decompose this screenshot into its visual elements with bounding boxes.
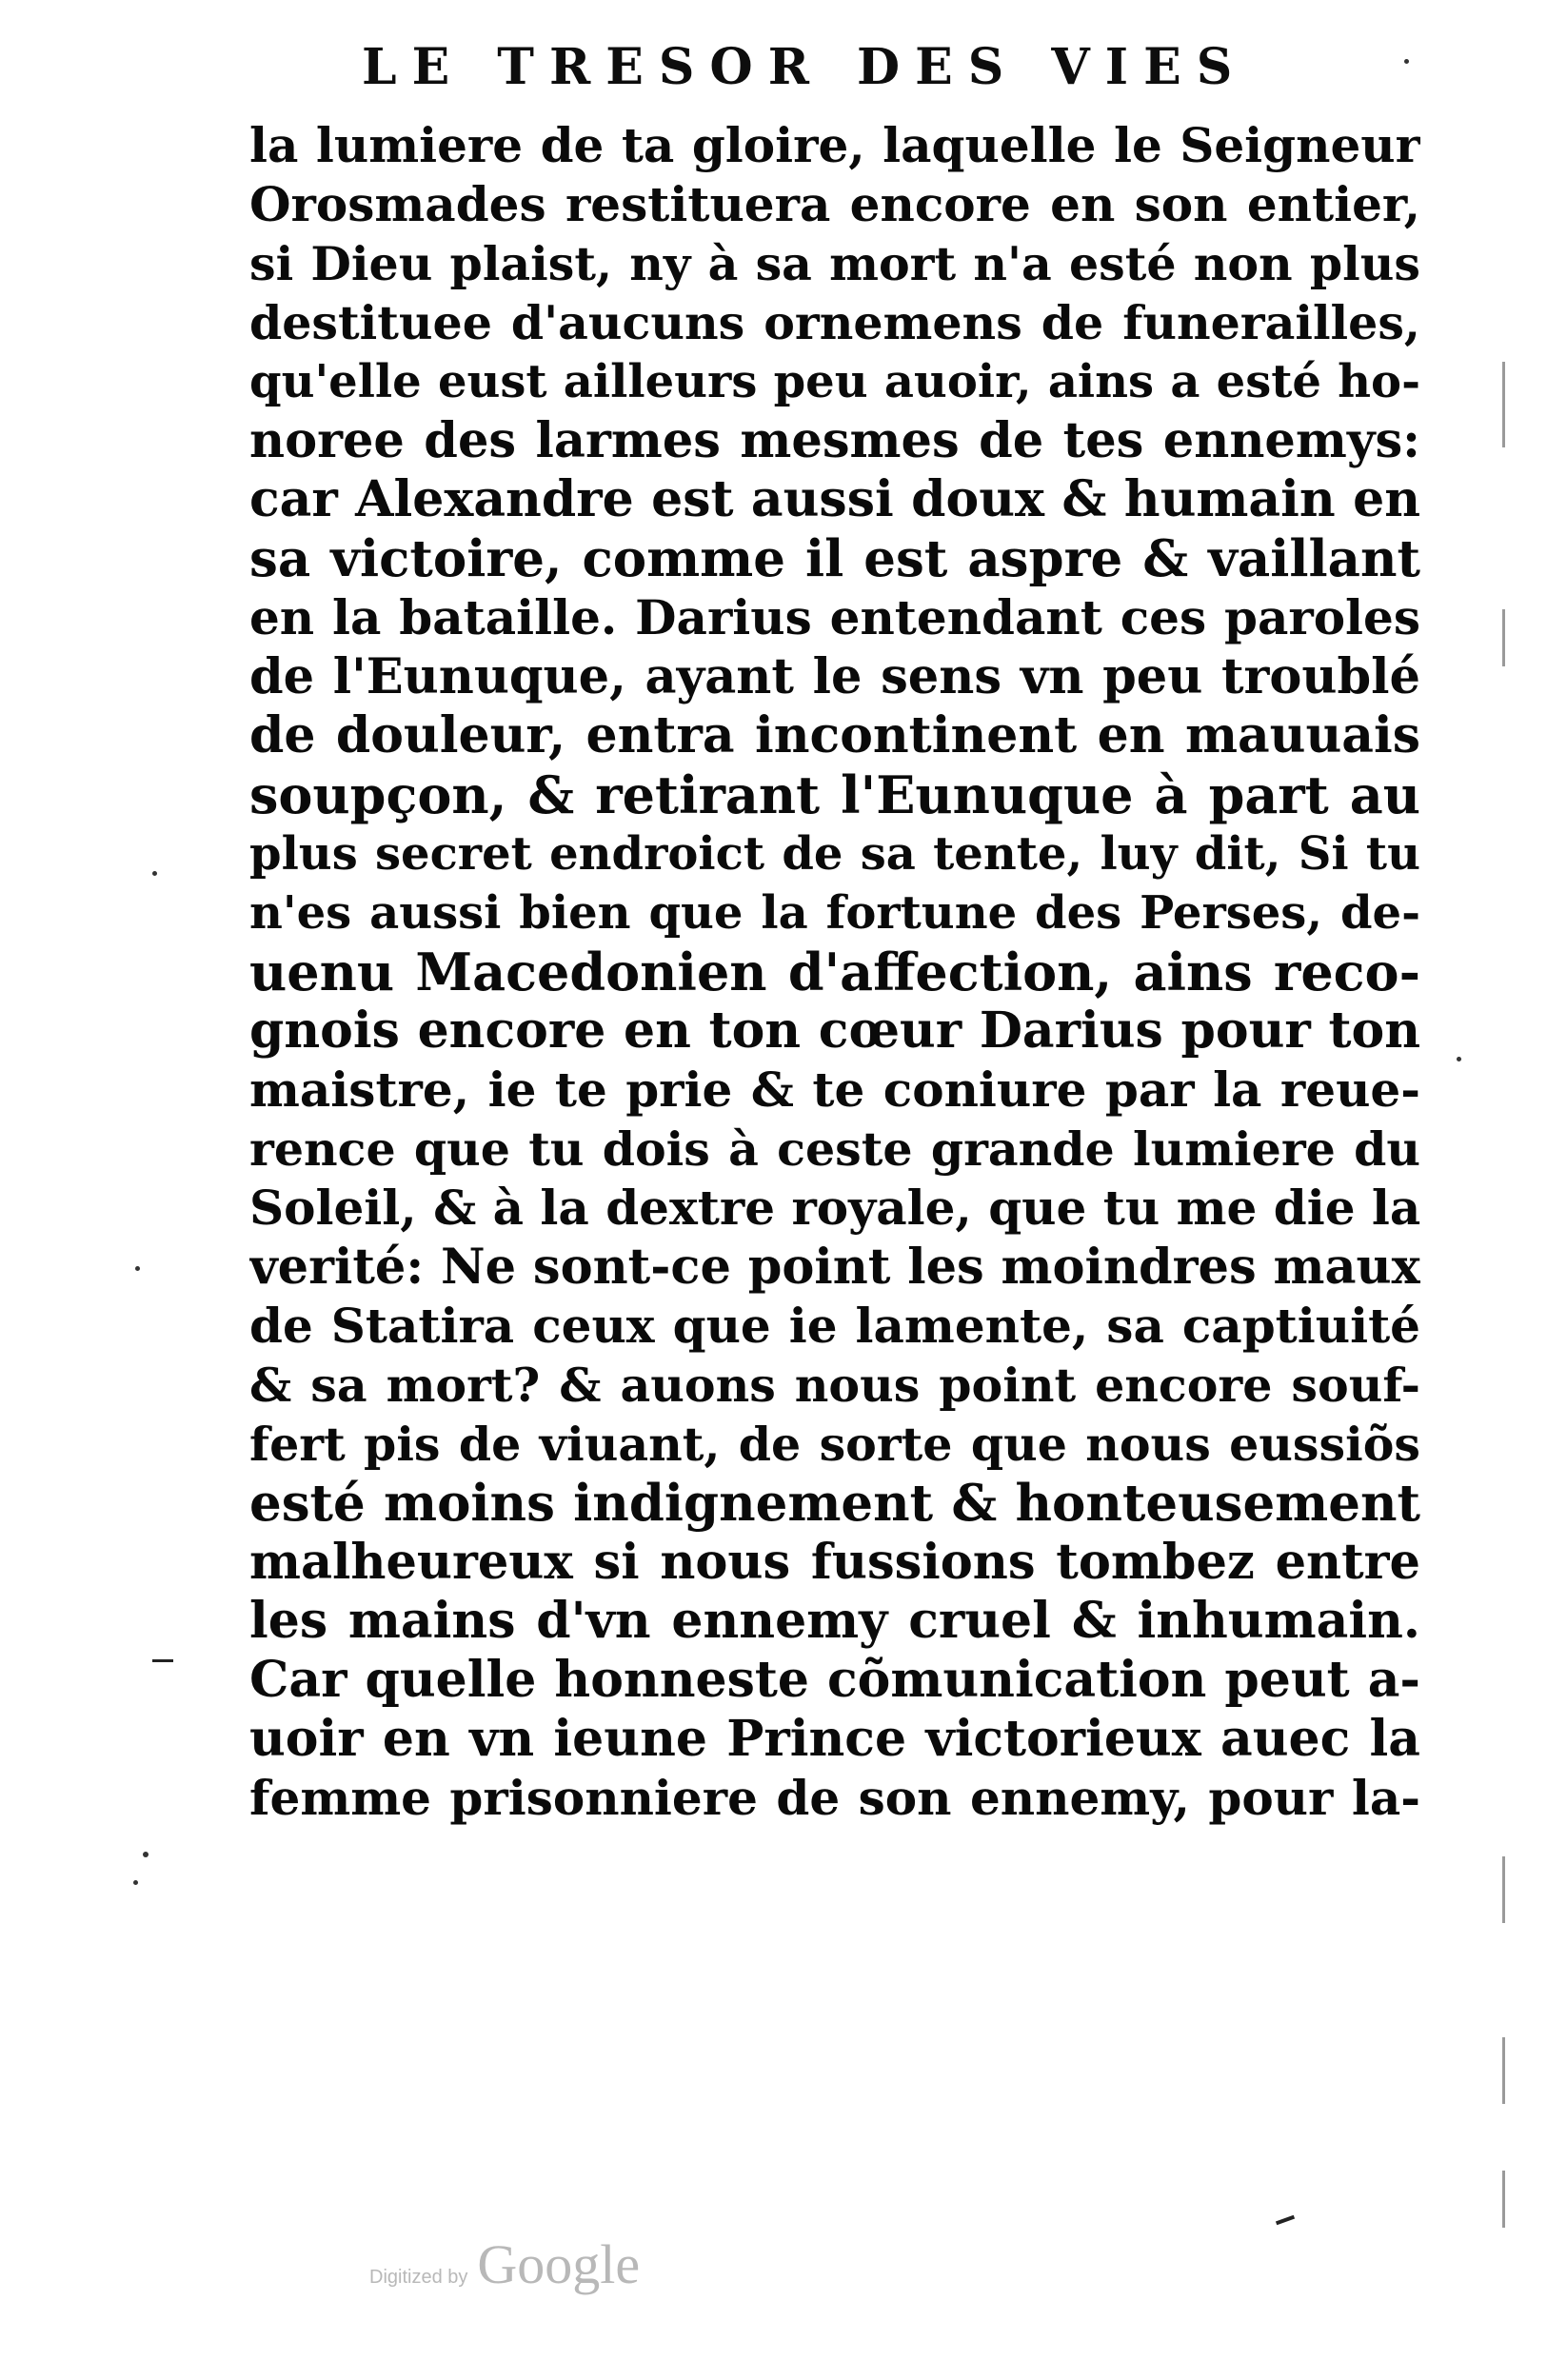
- text-line: malheureux si nous fussions tombez entre: [249, 1534, 1420, 1591]
- text-line: destituee d'aucuns ornemens de funerailles,: [249, 295, 1420, 350]
- text-line: qu'elle eust ailleurs peu auoir, ains a esté ho-: [249, 355, 1420, 408]
- text-line: Soleil, & à la dextre royale, que tu me die la: [249, 1180, 1420, 1236]
- text-line: en la bataille. Darius entendant ces paroles: [249, 589, 1420, 645]
- text-line: rence que tu dois à ceste grande lumiere du: [249, 1121, 1420, 1177]
- text-line: gnois encore en ton cœur Darius pour ton: [249, 1002, 1420, 1060]
- body-text: [249, 116, 1420, 1828]
- running-head: LE TRESOR DES VIES: [362, 38, 1248, 96]
- margin-rule: [1502, 609, 1505, 666]
- text-line: Orosmades restituera encore en son entier,: [249, 176, 1420, 232]
- text-line: esté moins indignement & honteusement: [249, 1474, 1420, 1533]
- ink-speck: [152, 871, 157, 876]
- ink-dash: [152, 1659, 173, 1662]
- ink-speck: [1457, 1057, 1461, 1061]
- text-line: si Dieu plaist, ny à sa mort n'a esté non plus: [249, 236, 1420, 291]
- margin-rule: [1502, 2037, 1505, 2104]
- text-line: de douleur, entra incontinent en mauuais: [249, 706, 1420, 764]
- text-line: Car quelle honneste cõmunication peut a-: [249, 1651, 1420, 1709]
- margin-rule: [1502, 362, 1505, 447]
- text-line: maistre, ie te prie & te coniure par la reue-: [249, 1061, 1420, 1118]
- text-line: fert pis de viuant, de sorte que nous eussiõs: [249, 1417, 1420, 1472]
- text-line: n'es aussi bien que la fortune des Perses, de-: [249, 886, 1420, 940]
- ink-speck: [135, 1266, 140, 1271]
- text-line: uenu Macedonien d'affection, ains reco-: [249, 942, 1420, 1002]
- text-line: la lumiere de ta gloire, laquelle le Seigneur: [249, 117, 1420, 173]
- text-line: sa victoire, comme il est aspre & vaillant: [249, 529, 1420, 588]
- margin-rule: [1502, 1856, 1505, 1923]
- text-line: & sa mort? & auons nous point encore souf-: [249, 1358, 1420, 1413]
- ink-speck: [133, 1880, 138, 1885]
- text-line: de l'Eunuque, ayant le sens vn peu troublé: [249, 648, 1420, 705]
- google-watermark: [369, 2232, 641, 2295]
- text-line: femme prisonniere de son ennemy, pour la-: [249, 1770, 1420, 1826]
- text-line: noree des larmes mesmes de tes ennemys:: [249, 412, 1420, 469]
- text-line: soupçon, & retirant l'Eunuque à part au: [249, 765, 1420, 824]
- text-line: car Alexandre est aussi doux & humain en: [249, 470, 1420, 528]
- text-line: plus secret endroict de sa tente, luy dit, Si tu: [249, 827, 1420, 881]
- watermark-prefix: Digitized by: [369, 2267, 468, 2288]
- text-line: de Statira ceux que ie lamente, sa captiuité: [249, 1298, 1420, 1354]
- ink-speck: [1404, 59, 1409, 64]
- text-line: uoir en vn ieune Prince victorieux auec la: [249, 1710, 1420, 1768]
- ink-speck: [143, 1852, 149, 1857]
- margin-rule: [1502, 2171, 1505, 2228]
- ink-dash: [1276, 2215, 1295, 2226]
- text-line: les mains d'vn ennemy cruel & inhumain.: [249, 1592, 1420, 1650]
- google-logo: Google: [477, 2233, 641, 2295]
- text-line: verité: Ne sont-ce point les moindres maux: [249, 1239, 1420, 1296]
